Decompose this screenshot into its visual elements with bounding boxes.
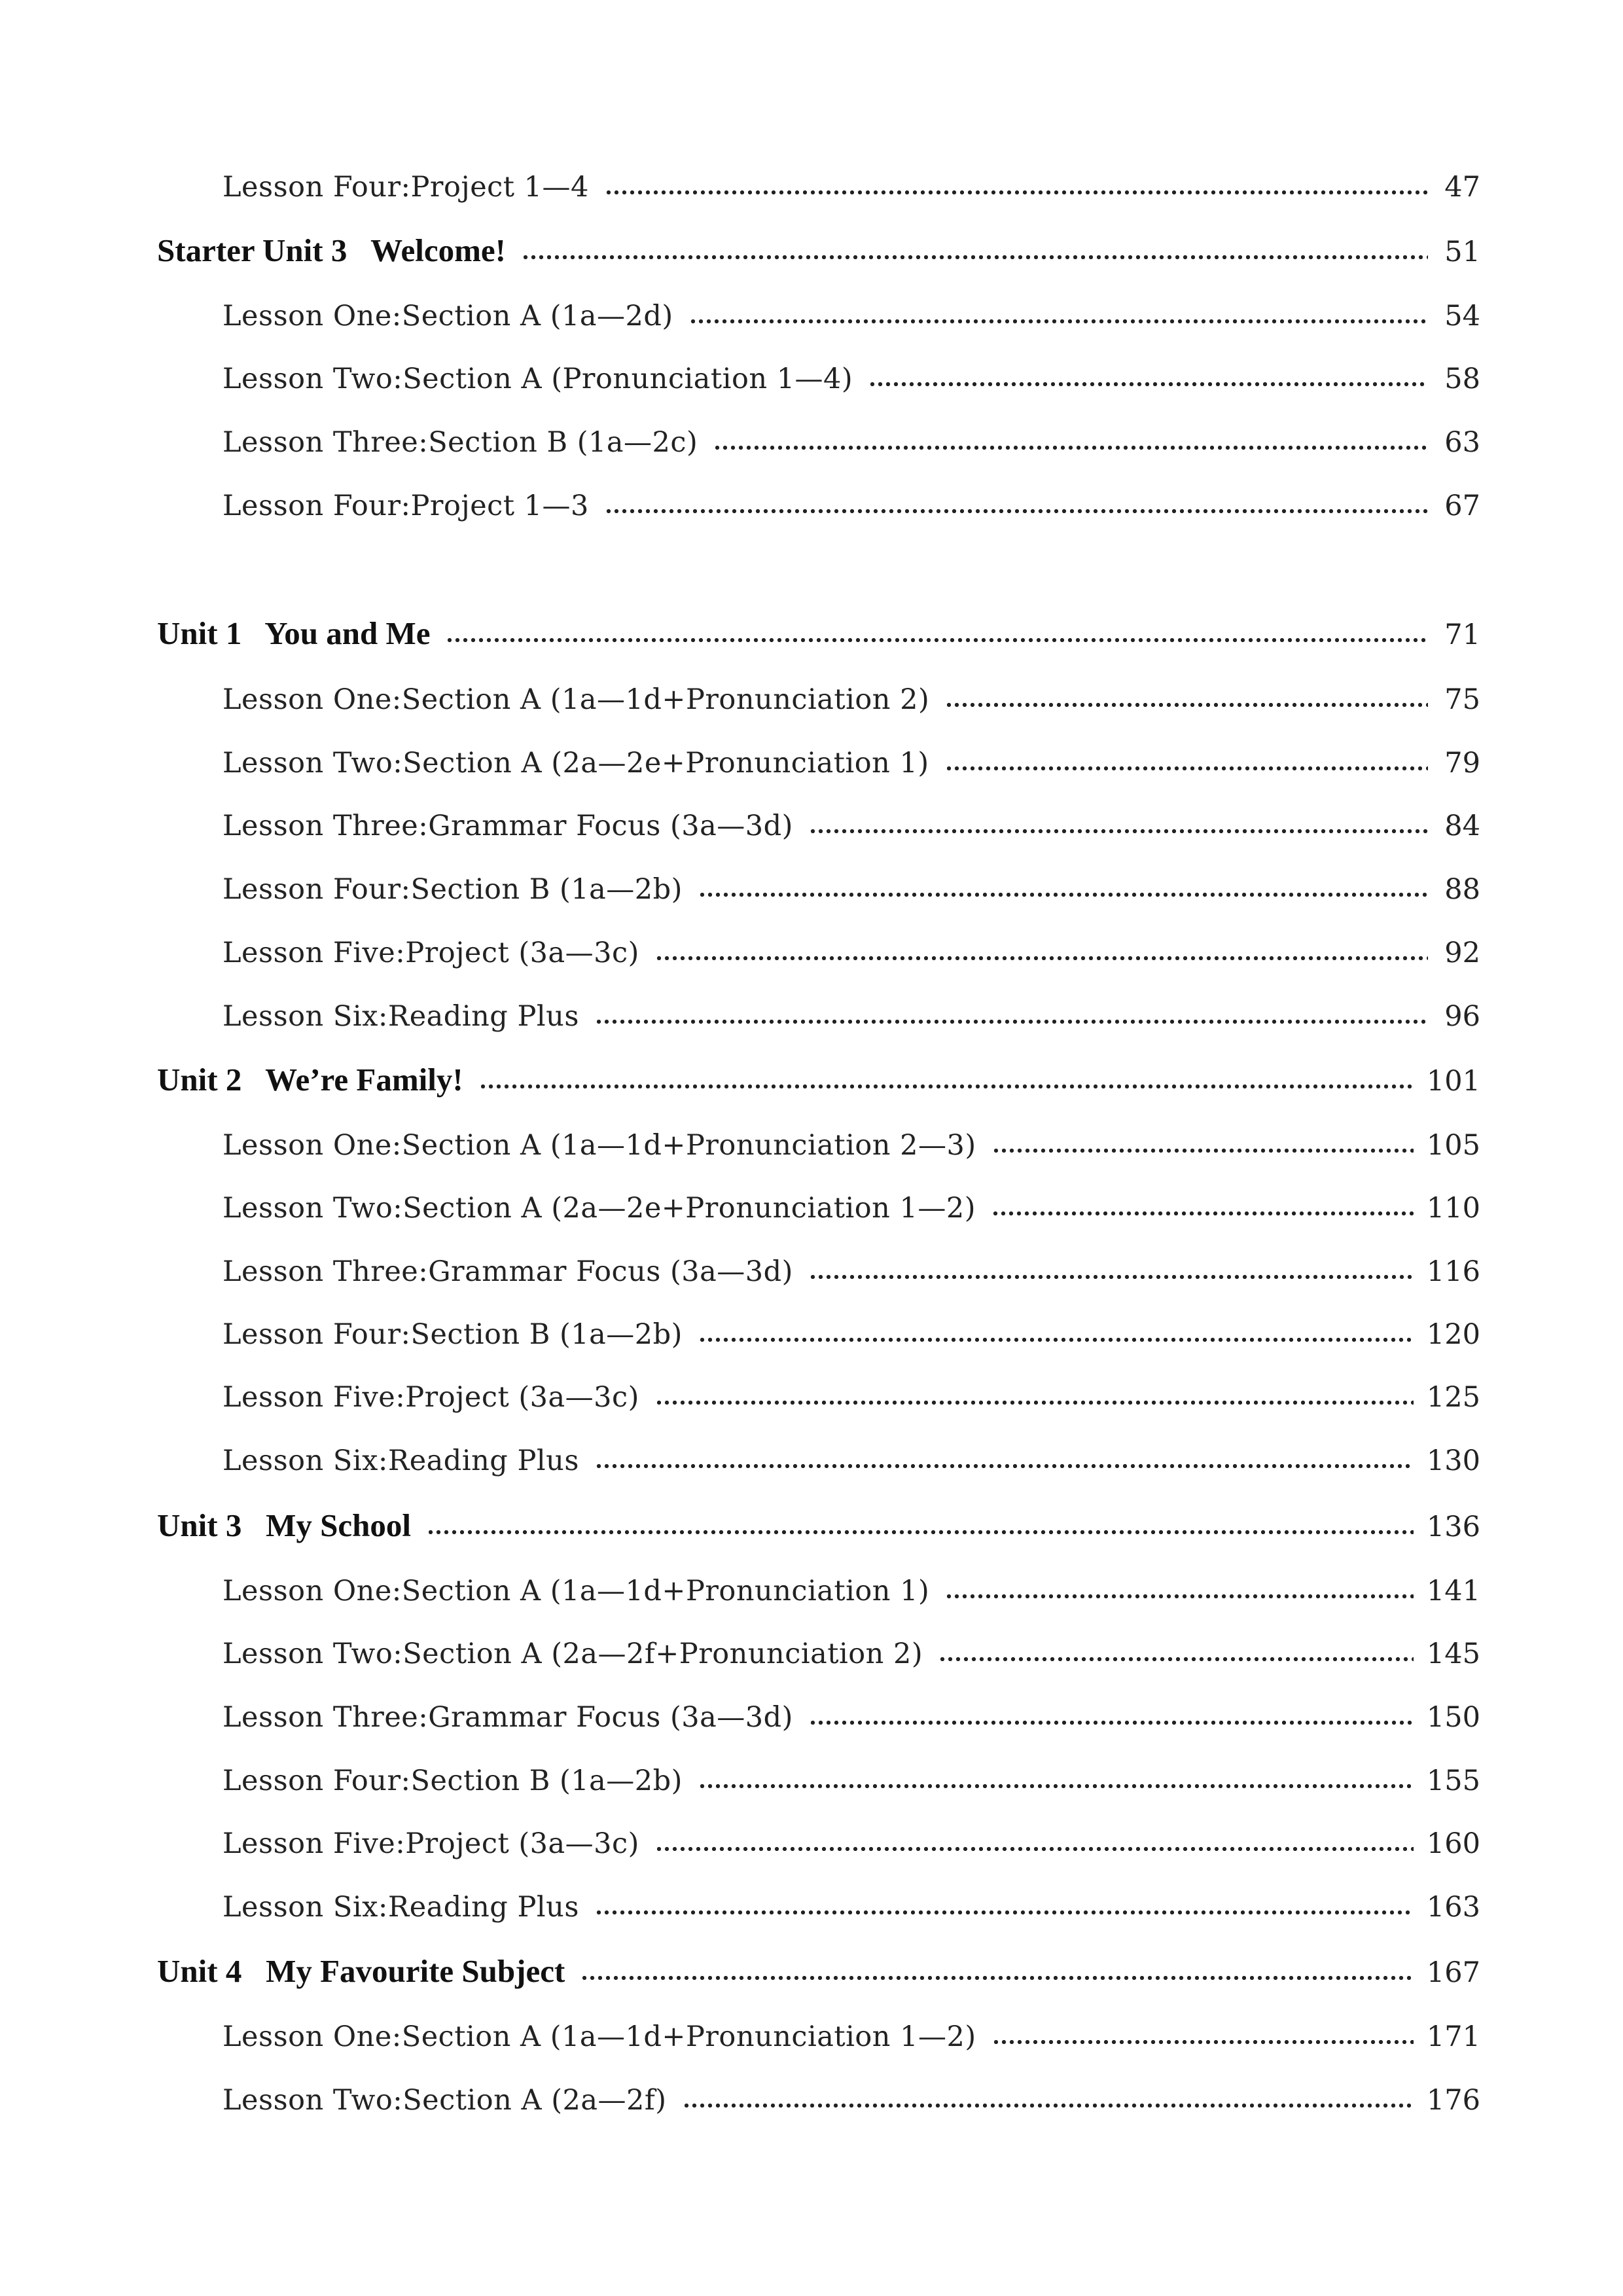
page-number: 88 — [1444, 873, 1480, 906]
toc-lesson-entry — [0, 1307, 1623, 1349]
dot-leader — [945, 766, 1428, 771]
toc-lesson-entry — [0, 1816, 1623, 1858]
dot-leader — [580, 1975, 1414, 1981]
dot-leader — [868, 382, 1428, 387]
toc-unit-entry — [0, 1054, 1623, 1096]
dot-leader — [683, 2103, 1414, 2108]
lesson-title: Lesson Two:Section A (2a—2f+Pronunciation 2) — [223, 1638, 923, 1670]
dot-leader — [945, 702, 1428, 708]
dot-leader — [655, 1846, 1414, 1852]
toc-lesson-entry — [0, 1181, 1623, 1223]
lesson-title: Lesson Six:Reading Plus — [223, 1891, 579, 1924]
lesson-title: Lesson Two:Section A (2a—2e+Pronunciation 1) — [223, 747, 929, 780]
unit-title: Unit 4 My Favourite Subject — [157, 1953, 565, 1989]
lesson-title: Lesson One:Section A (1a—1d+Pronunciation 2) — [223, 683, 930, 716]
dot-leader — [713, 445, 1428, 450]
dot-leader — [992, 1148, 1414, 1153]
dot-leader — [605, 190, 1428, 195]
dot-leader — [605, 509, 1428, 514]
dot-leader — [595, 1910, 1414, 1915]
toc-lesson-entry — [0, 2009, 1623, 2051]
toc-lesson-entry — [0, 289, 1623, 331]
toc-unit-entry — [0, 1945, 1623, 1987]
toc-unit-entry — [0, 224, 1623, 266]
dot-leader — [655, 1400, 1414, 1405]
dot-leader — [427, 1530, 1414, 1535]
lesson-title: Lesson Two:Section A (Pronunciation 1—4) — [223, 363, 853, 395]
dot-leader — [945, 1594, 1414, 1599]
lesson-title: Lesson Five:Project (3a—3c) — [223, 1381, 639, 1414]
lesson-title: Lesson Two:Section A (2a—2f) — [223, 2084, 667, 2117]
lesson-title: Lesson Three:Section B (1a—2c) — [223, 426, 698, 459]
toc-lesson-entry — [0, 925, 1623, 967]
dot-leader — [689, 319, 1428, 324]
dot-leader — [809, 1274, 1414, 1280]
unit-title: Unit 2 We’re Family! — [157, 1062, 463, 1098]
page-number: 125 — [1426, 1381, 1480, 1414]
page-number: 92 — [1444, 937, 1480, 969]
lesson-title: Lesson Six:Reading Plus — [223, 1000, 579, 1033]
page-number: 155 — [1426, 1765, 1480, 1797]
unit-title: Unit 3 My School — [157, 1507, 411, 1543]
page-number: 71 — [1444, 619, 1480, 651]
dot-leader — [698, 1337, 1414, 1342]
toc-lesson-entry — [0, 160, 1623, 202]
lesson-title: Lesson Four:Section B (1a—2b) — [223, 873, 683, 906]
page-number: 75 — [1444, 683, 1480, 716]
lesson-title: Lesson Three:Grammar Focus (3a—3d) — [223, 810, 793, 842]
lesson-title: Lesson Two:Section A (2a—2e+Pronunciation 1—2) — [223, 1192, 976, 1225]
page-number: 136 — [1426, 1511, 1480, 1543]
page-number: 79 — [1444, 747, 1480, 780]
lesson-title: Lesson Six:Reading Plus — [223, 1444, 579, 1477]
dot-leader — [938, 1657, 1414, 1662]
page-number: 160 — [1426, 1827, 1480, 1860]
page-number: 163 — [1426, 1891, 1480, 1924]
page-number: 67 — [1444, 490, 1480, 522]
page-number: 96 — [1444, 1000, 1480, 1033]
toc-lesson-entry — [0, 989, 1623, 1031]
page-number: 130 — [1426, 1444, 1480, 1477]
toc-lesson-entry — [0, 1690, 1623, 1732]
page-number: 63 — [1444, 426, 1480, 459]
toc-unit-entry — [0, 607, 1623, 649]
toc-lesson-entry — [0, 1370, 1623, 1412]
toc-lesson-entry — [0, 1244, 1623, 1286]
lesson-title: Lesson One:Section A (1a—2d) — [223, 300, 673, 332]
lesson-title: Lesson One:Section A (1a—1d+Pronunciation 2—3) — [223, 1129, 976, 1162]
lesson-title: Lesson One:Section A (1a—1d+Pronunciation 1—2) — [223, 2020, 976, 2053]
page-number: 58 — [1444, 363, 1480, 395]
toc-lesson-entry — [0, 351, 1623, 393]
page-number: 54 — [1444, 300, 1480, 332]
toc-lesson-entry — [0, 672, 1623, 714]
lesson-title: Lesson One:Section A (1a—1d+Pronunciation 1) — [223, 1575, 930, 1607]
dot-leader — [595, 1019, 1428, 1024]
lesson-title: Lesson Four:Project 1—3 — [223, 490, 589, 522]
dot-leader — [655, 956, 1428, 961]
page-number: 171 — [1426, 2020, 1480, 2053]
dot-leader — [446, 637, 1428, 643]
page-number: 84 — [1444, 810, 1480, 842]
lesson-title: Lesson Four:Project 1—4 — [223, 171, 589, 204]
unit-title: Starter Unit 3 Welcome! — [157, 232, 506, 268]
toc-lesson-entry — [0, 862, 1623, 904]
page-number: 167 — [1426, 1956, 1480, 1989]
toc-lesson-entry — [0, 1118, 1623, 1160]
dot-leader — [809, 1720, 1414, 1725]
dot-leader — [479, 1084, 1414, 1089]
toc-lesson-entry — [0, 1753, 1623, 1795]
lesson-title: Lesson Five:Project (3a—3c) — [223, 1827, 639, 1860]
page-number: 105 — [1426, 1129, 1480, 1162]
unit-title: Unit 1 You and Me — [157, 615, 431, 651]
dot-leader — [522, 255, 1428, 260]
toc-lesson-entry — [0, 1880, 1623, 1922]
page-number: 141 — [1426, 1575, 1480, 1607]
dot-leader — [595, 1463, 1414, 1469]
dot-leader — [992, 2039, 1414, 2045]
dot-leader — [991, 1211, 1414, 1216]
toc-lesson-entry — [0, 1564, 1623, 1605]
lesson-title: Lesson Four:Section B (1a—2b) — [223, 1765, 683, 1797]
toc-lesson-entry — [0, 1433, 1623, 1475]
toc-lesson-entry — [0, 478, 1623, 520]
toc-lesson-entry — [0, 415, 1623, 457]
page-number: 176 — [1426, 2084, 1480, 2117]
toc-lesson-entry — [0, 736, 1623, 778]
page-number: 120 — [1426, 1318, 1480, 1351]
page-number: 116 — [1426, 1255, 1480, 1288]
dot-leader — [809, 829, 1428, 834]
lesson-title: Lesson Four:Section B (1a—2b) — [223, 1318, 683, 1351]
toc-lesson-entry — [0, 2073, 1623, 2115]
page-number: 101 — [1426, 1065, 1480, 1098]
page-number: 150 — [1426, 1701, 1480, 1734]
page-number: 51 — [1444, 236, 1480, 268]
page-number: 110 — [1426, 1192, 1480, 1225]
lesson-title: Lesson Three:Grammar Focus (3a—3d) — [223, 1701, 793, 1734]
page-number: 145 — [1426, 1638, 1480, 1670]
lesson-title: Lesson Three:Grammar Focus (3a—3d) — [223, 1255, 793, 1288]
page-number: 47 — [1444, 171, 1480, 204]
toc-lesson-entry — [0, 1626, 1623, 1668]
dot-leader — [698, 1784, 1414, 1789]
dot-leader — [698, 892, 1428, 897]
toc-unit-entry — [0, 1499, 1623, 1541]
toc-lesson-entry — [0, 798, 1623, 840]
lesson-title: Lesson Five:Project (3a—3c) — [223, 937, 639, 969]
